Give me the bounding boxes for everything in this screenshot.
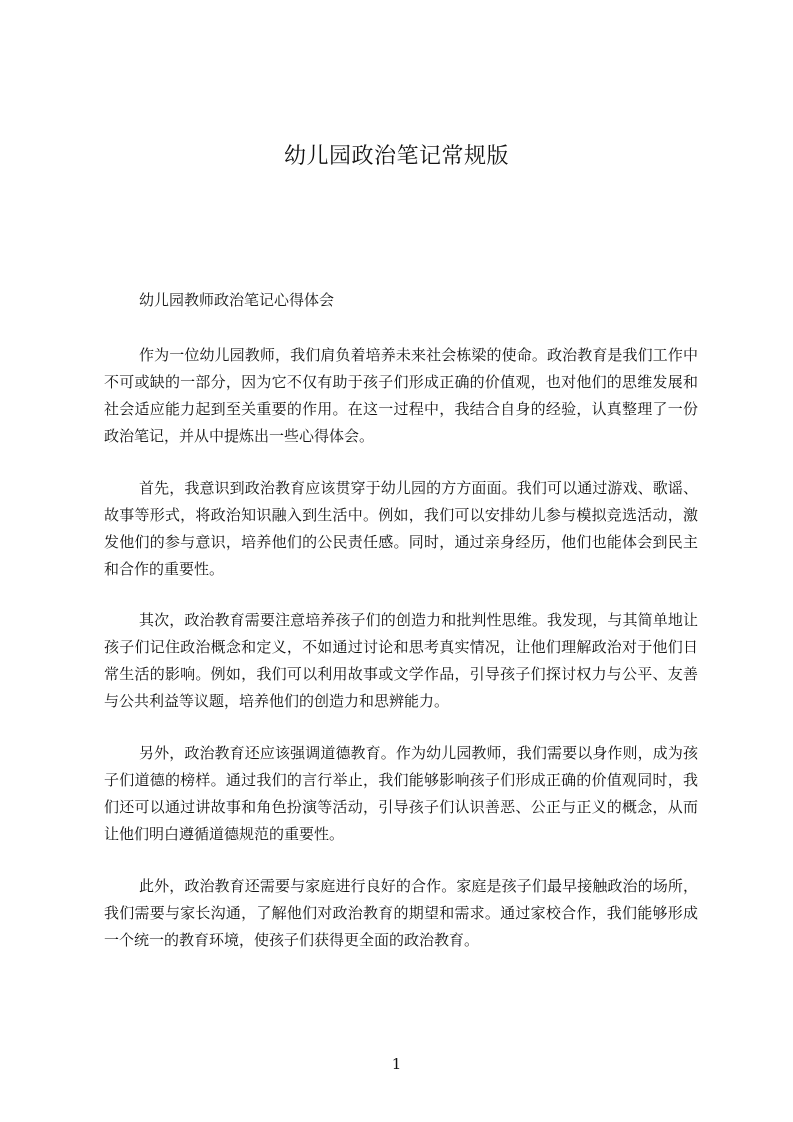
paragraph-2: 首先，我意识到政治教育应该贯穿于幼儿园的方方面面。我们可以通过游戏、歌谣、故事等形式，将政治知识融入到生活中。例如，我们可以安排幼儿参与模拟竞选活动，激发他们的参与意识，培养他们的公民责任感。同时，通过亲身经历，他们也能体会到民主和合作的重要性。: [104, 479, 698, 578]
page-title: 幼儿园政治笔记常规版: [283, 144, 509, 169]
paragraph-4: 另外，政治教育还应该强调道德教育。作为幼儿园教师，我们需要以身作则，成为孩子们道德的榜样。通过我们的言行举止，我们能够影响孩子们形成正确的价值观同时，我们还可以通过讲故事和角色扮演等活动，引导孩子们认识善恶、公正与正义的概念，从而让他们明白遵循道德规范的重要性。: [104, 744, 698, 843]
section-heading: 幼儿园教师政治笔记心得体会: [139, 291, 335, 309]
page-number: 1: [391, 1055, 402, 1073]
paragraph-5: 此外，政治教育还需要与家庭进行良好的合作。家庭是孩子们最早接触政治的场所，我们需要与家长沟通，了解他们对政治教育的期望和需求。通过家校合作，我们能够形成一个统一的教育环境，使孩子们获得更全面的政治教育。: [104, 877, 698, 949]
paragraph-3: 其次，政治教育需要注意培养孩子们的创造力和批判性思维。我发现，与其简单地让孩子们记住政治概念和定义，不如通过讨论和思考真实情况，让他们理解政治对于他们日常生活的影响。例如，我们可以利用故事或文学作品，引导孩子们探讨权力与公平、友善与公共利益等议题，培养他们的创造力和思辨能力。: [104, 611, 698, 710]
paragraph-1: 作为一位幼儿园教师，我们肩负着培养未来社会栋梁的使命。政治教育是我们工作中不可或缺的一部分，因为它不仅有助于孩子们形成正确的价值观，也对他们的思维发展和社会适应能力起到至关重要的作用。在这一过程中，我结合自身的经验，认真整理了一份政治笔记，并从中提炼出一些心得体会。: [104, 346, 698, 445]
